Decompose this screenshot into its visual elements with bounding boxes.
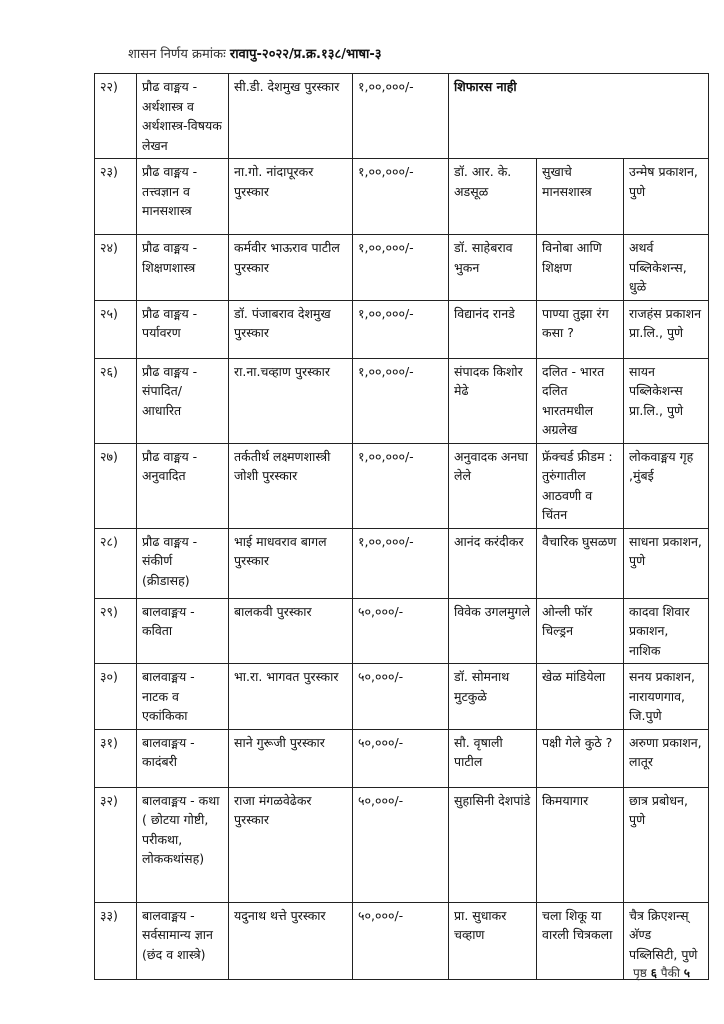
publisher: चैत्र क्रिएशन्स् अ‍ॅण्ड पब्लिसिटी, पुणे <box>624 902 709 979</box>
category: प्रौढ वाङ्मय - अर्थशास्त्र व अर्थशास्त्र-विषयक लेखन <box>137 74 229 159</box>
page-label: पृष्ठ <box>632 966 647 980</box>
publisher: छात्र प्रबोधन, पुणे <box>624 787 709 902</box>
award-amount: १,००,०००/- <box>353 528 449 598</box>
award-amount: १,००,०००/- <box>353 358 449 443</box>
serial-number: २६) <box>95 358 137 443</box>
table-row <box>95 159 709 235</box>
publisher: सनय प्रकाशन, नारायणगाव, जि.पुणे <box>624 664 709 730</box>
author: डॉ. सोमनाथ मुटकुळे <box>449 664 537 730</box>
page-header <box>128 44 382 62</box>
book-title: ओन्ली फॉर चिल्ड्रन <box>537 598 624 664</box>
book-title: पक्षी गेले कुठे ? <box>537 729 624 787</box>
award-amount: ५०,०००/- <box>353 787 449 902</box>
publisher: उन्मेष प्रकाशन, पुणे <box>624 159 709 235</box>
award-amount: ५०,०००/- <box>353 664 449 730</box>
serial-number: २५) <box>95 300 137 358</box>
table-row <box>95 235 709 301</box>
award-name: भाई माधवराव बागल पुरस्कार <box>229 528 353 598</box>
order-number-label: शासन निर्णय क्रमांकः <box>128 47 226 62</box>
table-row <box>95 664 709 730</box>
table-row <box>95 787 709 902</box>
author: सौ. वृषाली पाटील <box>449 729 537 787</box>
serial-number: ३३) <box>95 902 137 979</box>
table-row <box>95 443 709 528</box>
award-name: कर्मवीर भाऊराव पाटील पुरस्कार <box>229 235 353 301</box>
publisher: लोकवाङ्मय गृह ,मुंबई <box>624 443 709 528</box>
author: विद्यानंद रानडे <box>449 300 537 358</box>
no-recommendation: शिफारस नाही <box>449 74 709 159</box>
award-amount: १,००,०००/- <box>353 235 449 301</box>
award-amount: ५०,०००/- <box>353 902 449 979</box>
serial-number: २९) <box>95 598 137 664</box>
table-row <box>95 528 709 598</box>
serial-number: २३) <box>95 159 137 235</box>
award-name: तर्कतीर्थ लक्ष्मणशास्त्री जोशी पुरस्कार <box>229 443 353 528</box>
category: बालवाङ्मय - कथा ( छोटया गोष्टी, परीकथा, लोककथांसह) <box>137 787 229 902</box>
serial-number: २८) <box>95 528 137 598</box>
category: प्रौढ वाङ्मय - संपादित/ आधारित <box>137 358 229 443</box>
author: डॉ. आर. के. अडसूळ <box>449 159 537 235</box>
table-row <box>95 598 709 664</box>
award-name: भा.रा. भागवत पुरस्कार <box>229 664 353 730</box>
book-title: विनोबा आणि शिक्षण <box>537 235 624 301</box>
table-row <box>95 300 709 358</box>
award-name: साने गुरूजी पुरस्कार <box>229 729 353 787</box>
book-title: किमयागार <box>537 787 624 902</box>
award-name: रा.ना.चव्हाण पुरस्कार <box>229 358 353 443</box>
serial-number: ३१) <box>95 729 137 787</box>
book-title: चला शिकू या वारली चित्रकला <box>537 902 624 979</box>
book-title: फ्रॅक्चर्ड फ्रीडम : तुरुंगातील आठवणी व चिंतन <box>537 443 624 528</box>
category: प्रौढ वाङ्मय - पर्यावरण <box>137 300 229 358</box>
publisher: सायन पब्लिकेशन्स प्रा.लि., पुणे <box>624 358 709 443</box>
category: प्रौढ वाङ्मय - तत्त्वज्ञान व मानसशास्त्र <box>137 159 229 235</box>
awards-table-body <box>95 74 709 980</box>
award-amount: ५०,०००/- <box>353 598 449 664</box>
serial-number: २४) <box>95 235 137 301</box>
award-name: डॉ. पंजाबराव देशमुख पुरस्कार <box>229 300 353 358</box>
publisher: राजहंस प्रकाशन प्रा.लि., पुणे <box>624 300 709 358</box>
award-amount: १,००,०००/- <box>353 443 449 528</box>
category: बालवाङ्मय - नाटक व एकांकिका <box>137 664 229 730</box>
publisher: साधना प्रकाशन, पुणे <box>624 528 709 598</box>
page-footer <box>633 964 690 981</box>
table-row <box>95 729 709 787</box>
category: प्रौढ वाङ्मय - संकीर्ण (क्रीडासह) <box>137 528 229 598</box>
award-name: यदुनाथ थत्ते पुरस्कार <box>229 902 353 979</box>
author: डॉ. साहेबराव भुकन <box>449 235 537 301</box>
page-of-label: पैकी <box>660 966 680 980</box>
award-name: बालकवी पुरस्कार <box>229 598 353 664</box>
publisher: कादवा शिवार प्रकाशन, नाशिक <box>624 598 709 664</box>
book-title: वैचारिक घुसळण <box>537 528 624 598</box>
award-name: सी.डी. देशमुख पुरस्कार <box>229 74 353 159</box>
book-title: खेळ मांडियेला <box>537 664 624 730</box>
category: बालवाङ्मय - सर्वसामान्य ज्ञान (छंद व शास्त्रे) <box>137 902 229 979</box>
serial-number: २२) <box>95 74 137 159</box>
serial-number: ३२) <box>95 787 137 902</box>
author: आनंद करंदीकर <box>449 528 537 598</box>
author: प्रा. सुधाकर चव्हाण <box>449 902 537 979</box>
category: बालवाङ्मय - कादंबरी <box>137 729 229 787</box>
award-amount: १,००,०००/- <box>353 300 449 358</box>
page-number: ६ <box>650 966 657 980</box>
category: प्रौढ वाङ्मय - अनुवादित <box>137 443 229 528</box>
author: विवेक उगलमुगले <box>449 598 537 664</box>
serial-number: ३०) <box>95 664 137 730</box>
serial-number: २७) <box>95 443 137 528</box>
author: अनुवादक अनघा लेले <box>449 443 537 528</box>
book-title: दलित - भारत दलित भारतमधील अग्रलेख <box>537 358 624 443</box>
awards-table <box>94 73 709 980</box>
book-title: सुखाचे मानसशास्त्र <box>537 159 624 235</box>
category: बालवाङ्मय - कविता <box>137 598 229 664</box>
order-number: रावापु-२०२२/प्र.क्र.१३८/भाषा-३ <box>229 47 382 62</box>
award-amount: १,००,०००/- <box>353 74 449 159</box>
table-row <box>95 358 709 443</box>
book-title: पाण्या तुझा रंग कसा ? <box>537 300 624 358</box>
author: संपादक किशोर मेढे <box>449 358 537 443</box>
publisher: अरुणा प्रकाशन, लातूर <box>624 729 709 787</box>
category: प्रौढ वाङ्मय - शिक्षणशास्त्र <box>137 235 229 301</box>
table-row <box>95 74 709 159</box>
award-amount: ५०,०००/- <box>353 729 449 787</box>
author: सुहासिनी देशपांडे <box>449 787 537 902</box>
award-amount: १,००,०००/- <box>353 159 449 235</box>
award-name: ना.गो. नांदापूरकर पुरस्कार <box>229 159 353 235</box>
table-row <box>95 902 709 979</box>
publisher: अथर्व पब्लिकेशन्स, धुळे <box>624 235 709 301</box>
award-name: राजा मंगळवेढेकर पुरस्कार <box>229 787 353 902</box>
page-total: ५ <box>683 966 690 980</box>
